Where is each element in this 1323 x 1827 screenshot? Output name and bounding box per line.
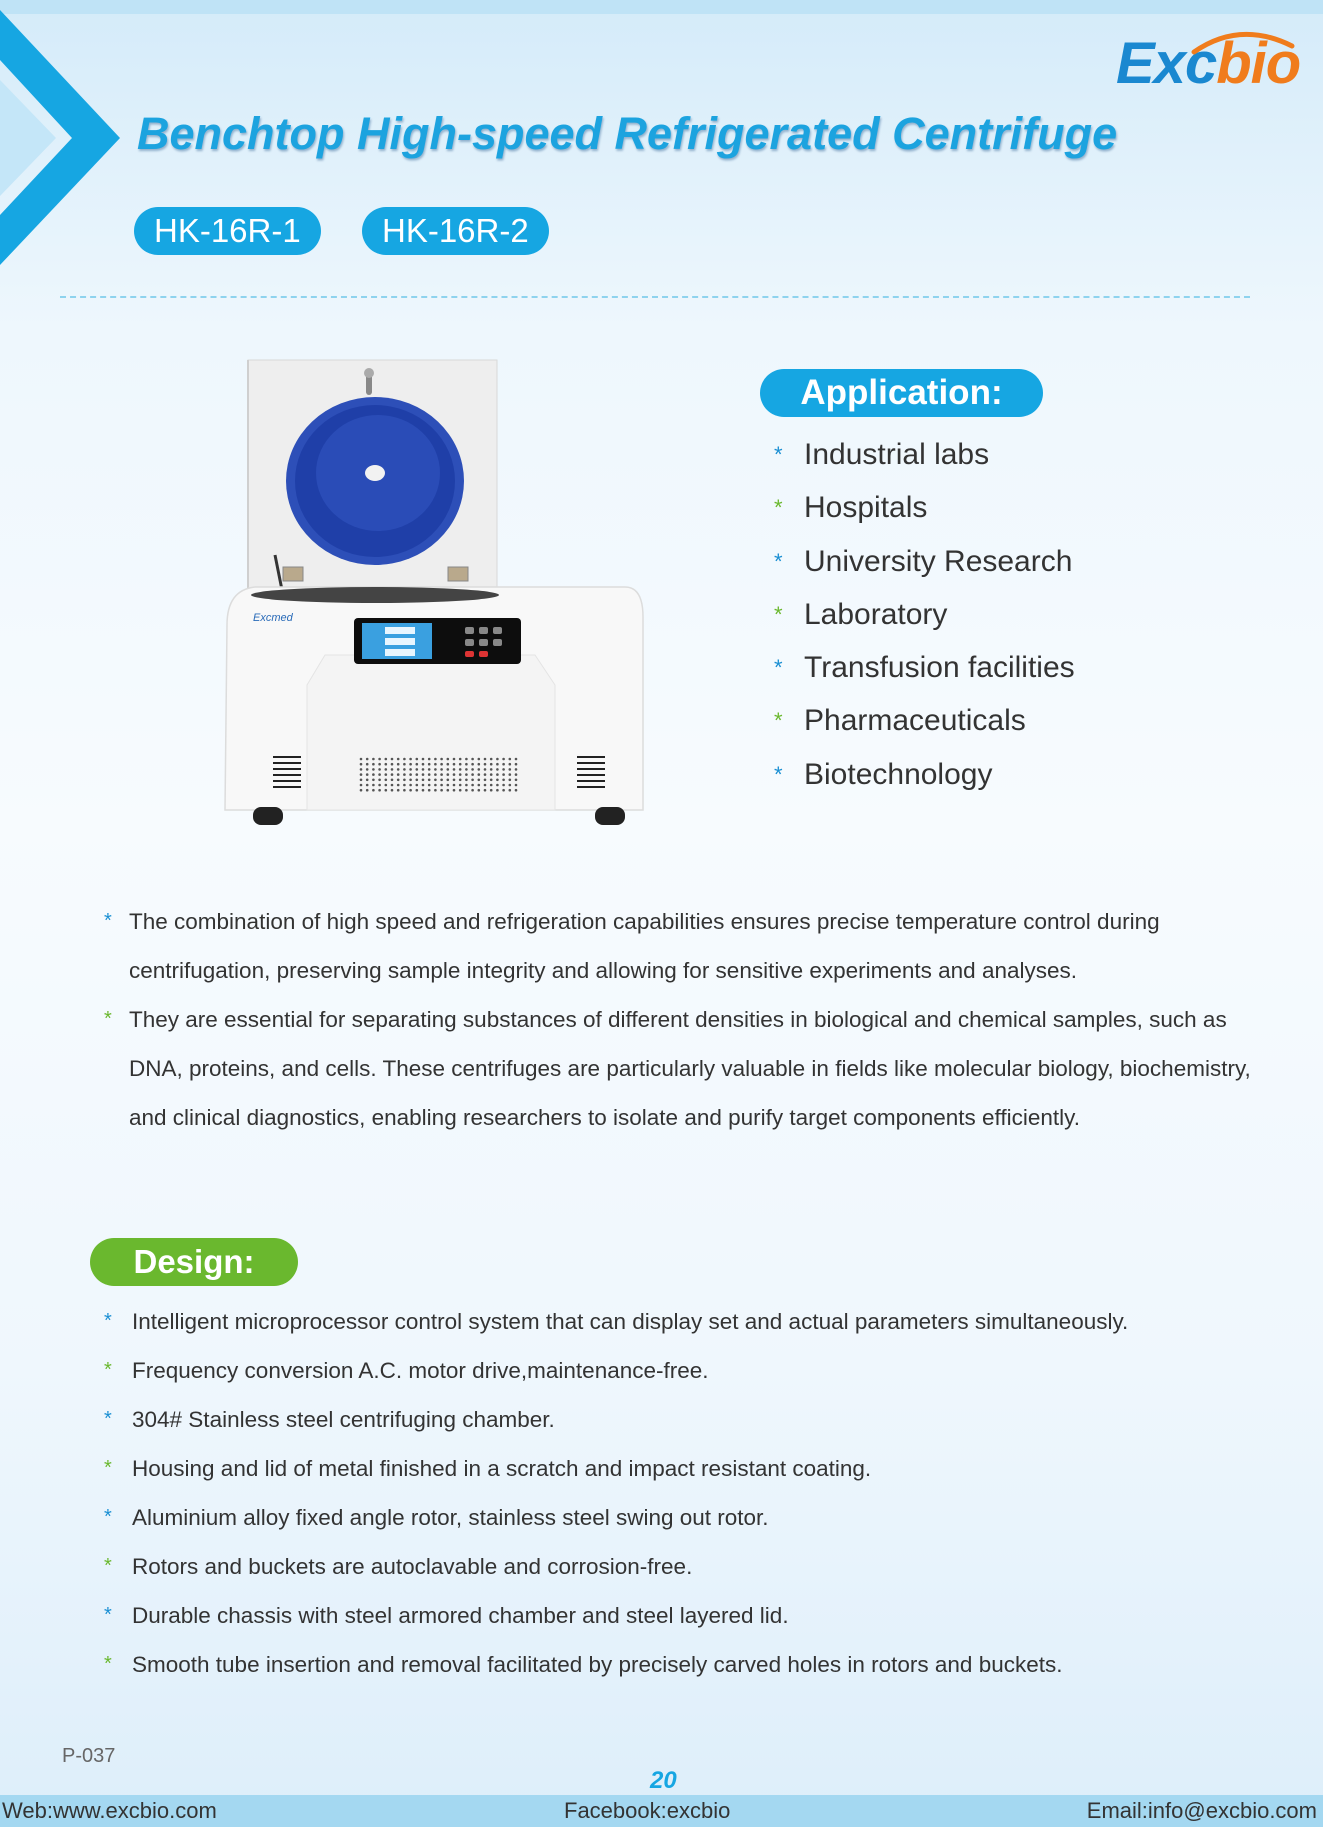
dashed-divider [60,296,1250,298]
application-heading: Application: [760,369,1043,417]
model-badge-2: HK-16R-2 [362,207,549,255]
logo-swoosh-icon [1190,26,1295,56]
footer-bar [0,1795,1323,1827]
bullet-star-icon: * [774,548,783,574]
design-heading: Design: [90,1238,298,1286]
bullet-star-icon: * [774,708,783,734]
product-code: P-037 [62,1745,116,1767]
list-item: * Industrial labs [774,428,1075,481]
bullet-star-icon: * [104,910,112,932]
description-paragraph: * The combination of high speed and refrigeration capabilities ensures precise temperature control during centrifugation, preserving sample integrity and allowing for sensitive experiments and analyses. [104,897,1264,995]
centrifuge-product-image [215,355,655,830]
excbio-logo: Excbio [1116,31,1301,96]
page-number: 20 [650,1767,677,1794]
list-item: * Biotechnology [774,748,1075,801]
bullet-star-icon: * [104,1408,112,1430]
product-brand-label: Excmed [253,612,293,624]
list-item: * 304# Stainless steel centrifuging chamber. [104,1395,1128,1444]
bullet-star-icon: * [774,495,783,521]
list-item: * Laboratory [774,588,1075,641]
design-list [104,1297,1128,1689]
bullet-star-icon: * [774,601,783,627]
page-title: Benchtop High-speed Refrigerated Centrifuge [137,108,1118,159]
description-list [104,897,1264,1142]
bullet-star-icon: * [774,442,783,467]
footer-website: Web:www.excbio.com [2,1798,217,1823]
list-item: * Hospitals [774,481,1075,534]
list-item: * Aluminium alloy fixed angle rotor, stainless steel swing out rotor. [104,1493,1128,1542]
bullet-star-icon: * [104,1008,112,1030]
footer-email: Email:info@excbio.com [1086,1798,1317,1823]
bullet-star-icon: * [104,1310,112,1332]
list-item: * Rotors and buckets are autoclavable and corrosion-free. [104,1542,1128,1591]
chevron-decoration [0,0,130,270]
application-list [774,428,1075,801]
bullet-star-icon: * [774,655,783,681]
list-item: * University Research [774,535,1075,588]
description-paragraph: * They are essential for separating substances of different densities in biological and chemical samples, such as DNA, proteins, and cells. These centrifuges are particularly valuable in fields like molecular biology, biochemistry, and clinical diagnostics, enabling researchers to isolate and purify target components efficiently. [104,995,1264,1142]
list-item: * Transfusion facilities [774,641,1075,694]
list-item: * Frequency conversion A.C. motor drive,maintenance-free. [104,1346,1128,1395]
list-item: * Housing and lid of metal finished in a scratch and impact resistant coating. [104,1444,1128,1493]
bullet-star-icon: * [104,1604,112,1626]
bullet-star-icon: * [774,761,783,787]
model-badge-1: HK-16R-1 [134,207,321,255]
bullet-star-icon: * [104,1457,112,1479]
top-strip [0,0,1323,14]
list-item: * Smooth tube insertion and removal facilitated by precisely carved holes in rotors and buckets. [104,1640,1128,1689]
bullet-star-icon: * [104,1506,112,1528]
list-item: * Durable chassis with steel armored chamber and steel layered lid. [104,1591,1128,1640]
list-item: * Intelligent microprocessor control system that can display set and actual parameters simultaneously. [104,1297,1128,1346]
list-item: * Pharmaceuticals [774,694,1075,747]
bullet-star-icon: * [104,1359,112,1381]
footer-facebook: Facebook:excbio [564,1798,731,1823]
bullet-star-icon: * [104,1555,112,1577]
bullet-star-icon: * [104,1653,112,1675]
